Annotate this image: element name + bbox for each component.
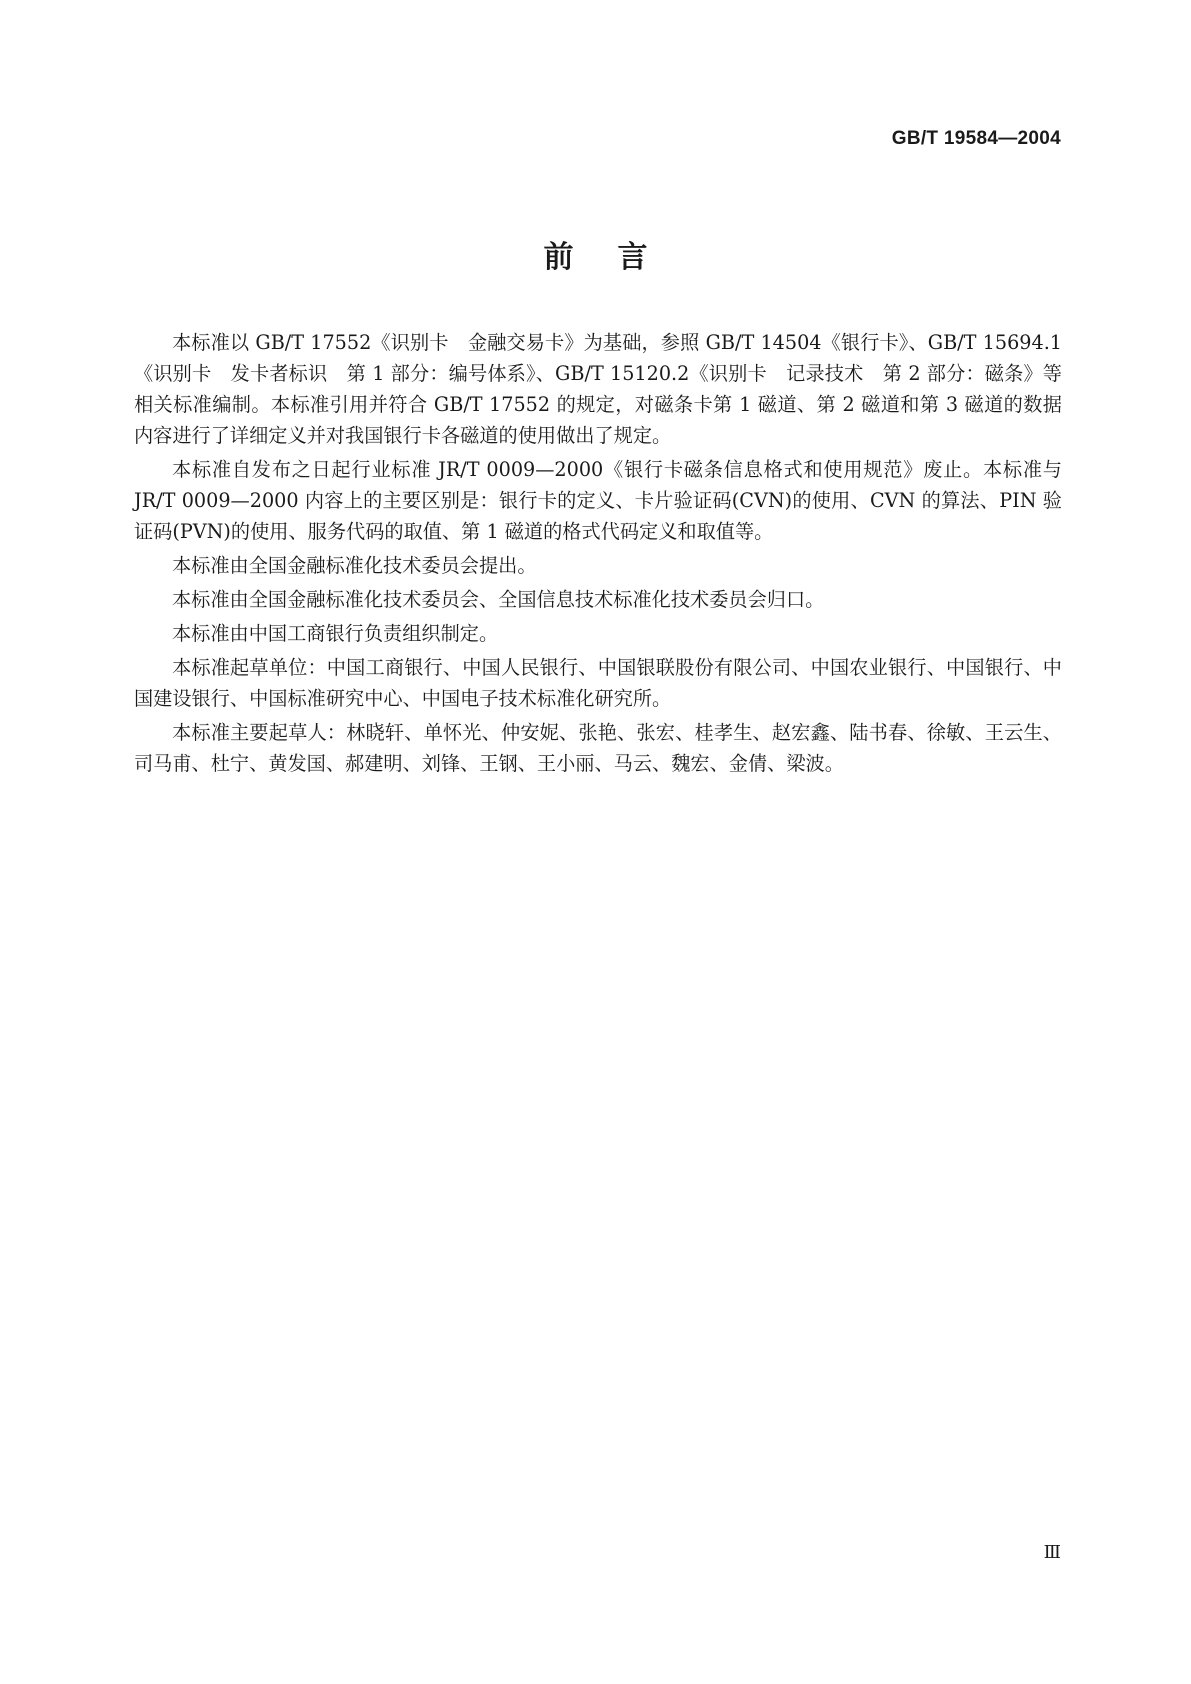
paragraph-under-jurisdiction: 本标准由全国金融标准化技术委员会、全国信息技术标准化技术委员会归口。 [172, 588, 825, 611]
paragraph-drafters: 本标准主要起草人：林晓轩、单怀光、仲安妮、张艳、张宏、桂孝生、赵宏鑫、陆书春、徐敏、王云生、司马甫、杜宁、黄发国、郝建明、刘锋、王钢、王小丽、马云、魏宏、金倩、梁波。 [134, 721, 1062, 775]
paragraph-basis: 本标准以 GB/T 17552《识别卡 金融交易卡》为基础，参照 GB/T 14504《银行卡》、GB/T 15694.1《识别卡 发卡者标识 第 1 部分：编号体系》、GB/T 15120.2《识别卡 记录技术 第 2 部分：磁条》等相关标准编制。本标准引用并符合 GB/T 17552 的规定，对磁条卡第 1 磁道、第 2 磁道和第 3 磁道的数据内容进行了详细定义并对我国银行卡各磁道的使用做出了规定。 [134, 331, 1062, 447]
standard-number: GB/T 19584—2004 [891, 128, 1061, 149]
page-number: Ⅲ [1043, 1542, 1061, 1563]
foreword-body [134, 327, 1062, 782]
paragraph-drafting-units: 本标准起草单位：中国工商银行、中国人民银行、中国银联股份有限公司、中国农业银行、中国银行、中国建设银行、中国标准研究中心、中国电子技术标准化研究所。 [134, 656, 1062, 710]
paragraph-proposed-by: 本标准由全国金融标准化技术委员会提出。 [172, 554, 537, 577]
page-title: 前言 [543, 240, 692, 275]
paragraph-supersedes: 本标准自发布之日起行业标准 JR/T 0009—2000《银行卡磁条信息格式和使用规范》废止。本标准与 JR/T 0009—2000 内容上的主要区别是：银行卡的定义、卡片验证码(CVN)的使用、CVN 的算法、PIN 验证码(PVN)的使用、服务代码的取值、第 1 磁道的格式代码定义和取值等。 [134, 458, 1062, 543]
paragraph-organized-by: 本标准由中国工商银行负责组织制定。 [172, 622, 499, 645]
